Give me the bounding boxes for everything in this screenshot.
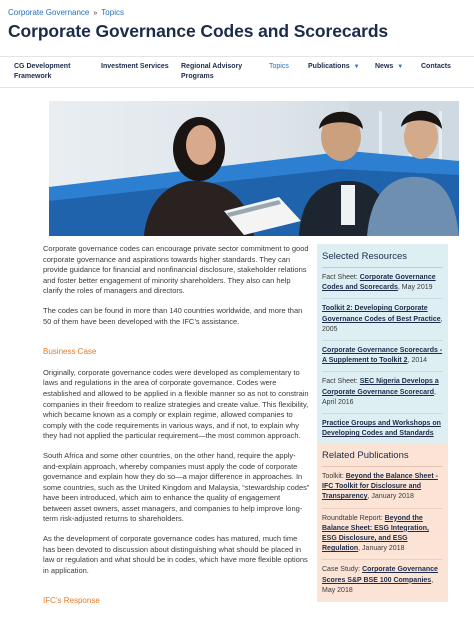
resource-link[interactable]: SEC Nigeria Develops a Corporate Governance Scorecard [322, 378, 439, 396]
publication-date: , January 2018 [367, 493, 414, 501]
nav-item-label: Publications [308, 63, 350, 70]
intro-paragraph: The codes can be found in more than 140 countries worldwide, and more than 50 of them have been developed with the IFC’s assistance. [43, 305, 303, 326]
body-paragraph: Originally, corporate governance codes were developed as complementary to laws and regulations in the area of corporate governance. Codes were established and allowed to be applied in a flexible manner so as not to constrain companies in their freedom to realize strategies and create value. This flexibility, which became known as a comply or explain regime, allowed companies to comply with the code requirements in various ways, and if not, to explain why they had not applied the particular requirement—the most common approach. [43, 367, 309, 441]
publication-item [322, 565, 443, 596]
caret-down-icon: ▼ [397, 64, 404, 70]
publication-prefix: Case Study: [322, 566, 363, 574]
caret-down-icon: ▼ [353, 64, 360, 70]
resource-link[interactable]: Corporate Governance Codes and Scorecards [322, 274, 436, 292]
body-paragraph: South Africa and some other countries, on the other hand, require the apply-and-explain approach, whereby companies must apply the code of corporate governance and explain how they do so—a major difference in approaches. In some countries, such as the United Kingdom and Malaysia, “stewardship codes” have been introduced, which aim to enhance the quality of engagement between asset owners, asset managers, and companies to help improve long-term risk-adjusted returns to shareholders. [43, 450, 310, 524]
resource-item [322, 304, 443, 341]
related-publications-box [317, 443, 448, 602]
resource-date: , May 2019 [397, 284, 433, 292]
publication-prefix: Roundtable Report: [322, 514, 385, 522]
breadcrumb-home-link[interactable]: Corporate Governance [8, 8, 90, 17]
nav-item-news[interactable] [375, 62, 403, 72]
resource-date: , 2005 [322, 315, 443, 333]
nav-item-regional-advisory-programs[interactable] [181, 62, 242, 82]
resource-item [322, 377, 443, 414]
nav-item-label: Regional Advisory [181, 63, 243, 70]
resource-date: , April 2016 [322, 388, 436, 406]
nav-item-label: Programs [181, 73, 214, 80]
resource-item [322, 346, 443, 372]
nav-item-publications[interactable] [308, 62, 360, 72]
secondary-nav [0, 56, 474, 88]
breadcrumb [8, 8, 124, 17]
publication-item [322, 472, 443, 509]
publication-item [322, 514, 443, 561]
intro-paragraph: Corporate governance codes can encourage private sector commitment to good corporate governance and aspirations towards higher standards. They can provide guidance for financial and nonfinancial disclosure, stakeholder relations and foster better engagement of minority shareholders. They also can help clarify the roles of managers and directors. [43, 244, 309, 296]
page-title: Corporate Governance Codes and Scorecards [8, 21, 389, 41]
resource-item [322, 419, 443, 439]
business-meeting-photo-icon [49, 101, 459, 236]
publication-link[interactable]: Beyond the Balance Sheet - IFC Toolkit for Disclosure and Transparency [322, 473, 438, 501]
publication-date: , January 2018 [358, 545, 405, 553]
business-case-heading: Business Case [43, 347, 97, 357]
nav-item-label: News [375, 63, 394, 70]
resource-link[interactable]: Toolkit 2: Developing Corporate Governance Codes of Best Practice [322, 305, 441, 323]
resource-item [322, 273, 443, 299]
nav-item-topics[interactable]: Topics [269, 63, 289, 70]
resource-prefix: Fact Sheet: [322, 378, 360, 386]
selected-resources-box [317, 244, 448, 445]
resource-link[interactable]: Corporate Governance Scorecards - A Supplement to Toolkit 2 [322, 347, 443, 365]
resource-date: , 2014 [407, 357, 428, 365]
resource-link[interactable]: Practice Groups and Workshops on Developing Codes and Standards [322, 420, 441, 438]
nav-item-contacts[interactable]: Contacts [421, 63, 451, 70]
publication-link[interactable]: Beyond the Balance Sheet: ESG Integration, ESG Disclosure, and ESG Regulation [322, 514, 429, 553]
main-content [43, 244, 310, 617]
nav-item-label: CG Development [14, 63, 71, 70]
breadcrumb-current-link[interactable]: Topics [101, 8, 124, 17]
nav-item-label: Framework [14, 73, 52, 80]
double-chevron-right-icon: » [93, 10, 98, 17]
publication-date: , May 2018 [322, 576, 434, 594]
hero-photo [49, 101, 459, 236]
related-publications-heading: Related Publications [322, 450, 443, 467]
selected-resources-heading: Selected Resources [322, 251, 443, 268]
publication-link[interactable]: Corporate Governance Scores S&P BSE 100 Companies [322, 566, 438, 584]
publication-prefix: Toolkit: [322, 473, 346, 480]
nav-item-investment-services[interactable]: Investment Services [101, 63, 169, 70]
resource-prefix: Fact Sheet: [322, 274, 360, 281]
ifc-response-heading: IFC’s Response [43, 596, 100, 606]
body-paragraph: As the development of corporate governance codes has matured, much time has been devoted to discussion about distinguishing what should be placed in law or regulation and what should be in codes, which have more flexible options in application. [43, 534, 308, 575]
nav-item-cg-development-framework[interactable] [14, 62, 70, 82]
